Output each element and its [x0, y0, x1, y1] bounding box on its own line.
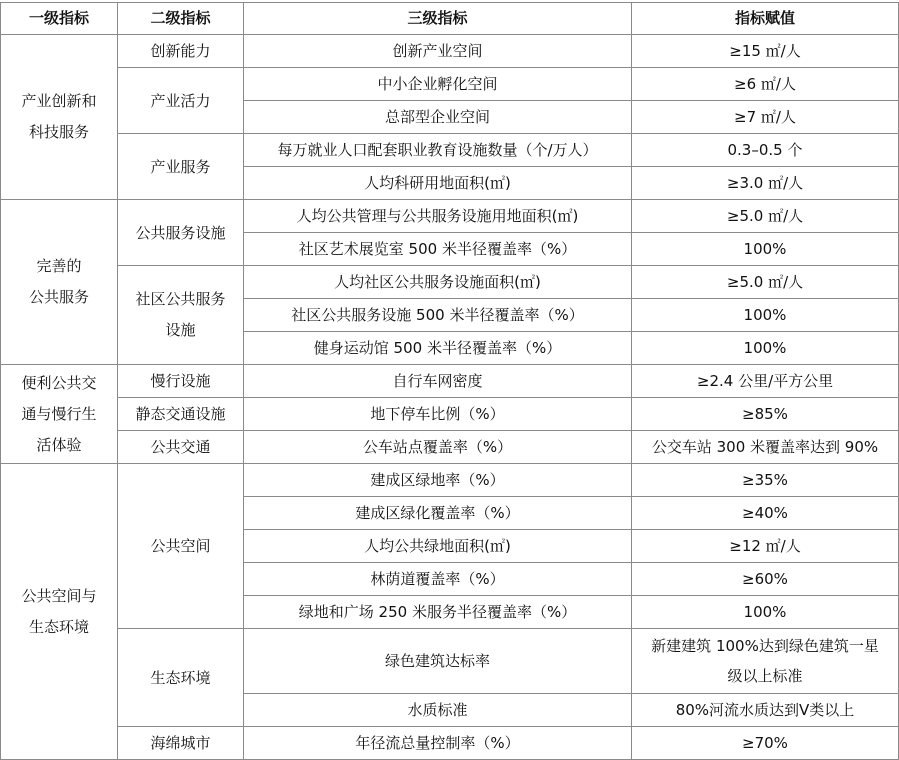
value-cell: ≥2.4 公里/平方公里	[632, 365, 899, 398]
level2-static-traffic: 静态交通设施	[118, 398, 244, 431]
value-cell: 100%	[632, 299, 899, 332]
indicator-table	[0, 2, 899, 760]
level2-public-facilities: 公共服务设施	[118, 200, 244, 266]
level2-public-transit: 公共交通	[118, 431, 244, 464]
value-cell: ≥5.0 ㎡/人	[632, 200, 899, 233]
value-cell: 新建建筑 100%达到绿色建筑一星 级以上标准	[632, 629, 899, 694]
level3-cell: 水质标准	[244, 694, 632, 727]
value-cell: ≥7 ㎡/人	[632, 101, 899, 134]
level3-cell: 人均公共绿地面积(㎡)	[244, 530, 632, 563]
level1-transport: 便利公共交 通与慢行生 活体验	[1, 365, 118, 464]
level2-sponge-city: 海绵城市	[118, 727, 244, 760]
level3-cell: 健身运动馆 500 米半径覆盖率（%）	[244, 332, 632, 365]
level3-cell: 社区公共服务设施 500 米半径覆盖率（%）	[244, 299, 632, 332]
level3-cell: 人均社区公共服务设施面积(㎡)	[244, 266, 632, 299]
level3-cell: 人均科研用地面积(㎡)	[244, 167, 632, 200]
level3-cell: 人均公共管理与公共服务设施用地面积(㎡)	[244, 200, 632, 233]
level3-cell: 公车站点覆盖率（%）	[244, 431, 632, 464]
table-row	[1, 68, 899, 101]
level3-cell: 中小企业孵化空间	[244, 68, 632, 101]
level2-public-space: 公共空间	[118, 464, 244, 629]
level3-cell: 地下停车比例（%）	[244, 398, 632, 431]
value-cell: 公交车站 300 米覆盖率达到 90%	[632, 431, 899, 464]
value-cell: ≥35%	[632, 464, 899, 497]
table-row	[1, 431, 899, 464]
table-row	[1, 365, 899, 398]
table-row	[1, 35, 899, 68]
level3-cell: 自行车网密度	[244, 365, 632, 398]
level2-ecology: 生态环境	[118, 629, 244, 727]
level2-innovation: 创新能力	[118, 35, 244, 68]
table-row	[1, 398, 899, 431]
level3-cell: 林荫道覆盖率（%）	[244, 563, 632, 596]
value-cell: ≥85%	[632, 398, 899, 431]
level2-community-facilities: 社区公共服务 设施	[118, 266, 244, 365]
value-cell: ≥5.0 ㎡/人	[632, 266, 899, 299]
value-cell: 100%	[632, 233, 899, 266]
value-cell: 0.3–0.5 个	[632, 134, 899, 167]
value-cell: ≥15 ㎡/人	[632, 35, 899, 68]
level1-space-ecology: 公共空间与 生态环境	[1, 464, 118, 760]
level3-cell: 绿地和广场 250 米服务半径覆盖率（%）	[244, 596, 632, 629]
table-row	[1, 266, 899, 299]
value-cell: ≥3.0 ㎡/人	[632, 167, 899, 200]
value-cell: 100%	[632, 332, 899, 365]
header-row	[1, 3, 899, 35]
level3-cell: 建成区绿化覆盖率（%）	[244, 497, 632, 530]
value-cell: 80%河流水质达到Ⅴ类以上	[632, 694, 899, 727]
level1-public-service: 完善的 公共服务	[1, 200, 118, 365]
header-level2: 二级指标	[118, 3, 244, 35]
header-value: 指标赋值	[632, 3, 899, 35]
value-cell: ≥70%	[632, 727, 899, 760]
level3-cell: 创新产业空间	[244, 35, 632, 68]
level2-vitality: 产业活力	[118, 68, 244, 134]
level3-cell: 建成区绿地率（%）	[244, 464, 632, 497]
level2-industry-service: 产业服务	[118, 134, 244, 200]
header-level1: 一级指标	[1, 3, 118, 35]
level3-cell: 年径流总量控制率（%）	[244, 727, 632, 760]
value-cell: ≥6 ㎡/人	[632, 68, 899, 101]
level3-cell: 社区艺术展览室 500 米半径覆盖率（%）	[244, 233, 632, 266]
table-row	[1, 629, 899, 694]
value-cell: ≥12 ㎡/人	[632, 530, 899, 563]
value-cell: ≥40%	[632, 497, 899, 530]
level3-cell: 每万就业人口配套职业教育设施数量（个/万人）	[244, 134, 632, 167]
header-level3: 三级指标	[244, 3, 632, 35]
level3-cell: 绿色建筑达标率	[244, 629, 632, 694]
level1-industry-innovation: 产业创新和 科技服务	[1, 35, 118, 200]
level3-cell: 总部型企业空间	[244, 101, 632, 134]
table-row	[1, 727, 899, 760]
table-row	[1, 134, 899, 167]
value-cell: 100%	[632, 596, 899, 629]
table-row	[1, 200, 899, 233]
level2-slow-travel: 慢行设施	[118, 365, 244, 398]
value-cell: ≥60%	[632, 563, 899, 596]
table-row	[1, 464, 899, 497]
